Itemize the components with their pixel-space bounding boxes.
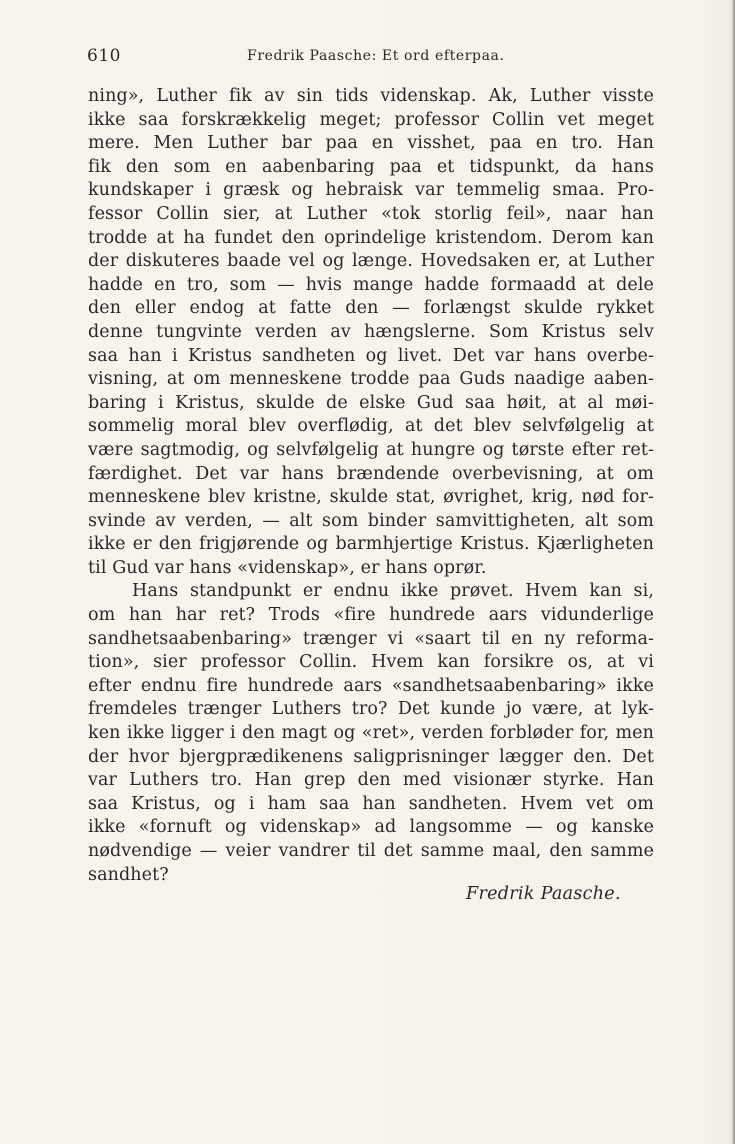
text-line: den eller endog at fatte den — forlængst skulde rykket [88, 298, 654, 319]
text-line: hadde en tro, som — hvis mange hadde formaadd at dele [88, 274, 654, 295]
text-line: Hans standpunkt er endnu ikke prøvet. Hvem kan si, [132, 581, 654, 602]
text-line: sandhetsaabenbaring» trænger vi «saart til en ny reforma- [88, 628, 654, 649]
text-line: saa han i Kristus sandheten og livet. Det var hans overbe- [88, 345, 654, 366]
text-line: til Gud var hans «videnskap», er hans oprør. [88, 557, 487, 578]
text-line: fik den som en aabenbaring paa et tidspunkt, da hans [88, 156, 654, 177]
text-line: ikke «fornuft og videnskap» ad langsomme — og kanske [88, 817, 654, 838]
text-line: om han har ret? Trods «fire hundrede aars vidunderlige [88, 605, 654, 626]
text-line: kundskaper i græsk og hebraisk var temmelig smaa. Pro- [88, 180, 654, 201]
author-signature: Fredrik Paasche. [466, 884, 621, 904]
page-header [87, 46, 657, 68]
text-line: trodde at ha fundet den oprindelige kristendom. Derom kan [88, 227, 654, 248]
text-line: efter endnu fire hundrede aars «sandhetsaabenbaring» ikke [88, 675, 654, 696]
text-line: være sagtmodig, og selvfølgelig at hungre og tørste efter ret- [88, 439, 654, 460]
page-number: 610 [87, 46, 121, 66]
text-line: baring i Kristus, skulde de elske Gud saa høit, at al møi- [88, 392, 654, 413]
text-line: saa Kristus, og i ham saa han sandheten. Hvem vet om [88, 793, 654, 814]
body-text [88, 85, 654, 887]
text-line: visning, at om menneskene trodde paa Guds naadige aaben- [88, 369, 654, 390]
text-line: ken ikke ligger i den magt og «ret», verden forbløder for, men [88, 723, 654, 744]
text-line: ning», Luther fik av sin tids videnskap. Ak, Luther visste [88, 86, 654, 106]
text-line: der diskuteres baade vel og længe. Hovedsaken er, at Luther [88, 251, 654, 272]
text-line: svinde av verden, — alt som binder samvittigheten, alt som [88, 510, 654, 531]
text-line: fessor Collin sier, at Luther «tok storlig feil», naar han [88, 203, 654, 224]
text-line: færdighet. Det var hans brændende overbevisning, at om [88, 463, 654, 484]
text-line: nødvendige — veier vandrer til det samme maal, den samme [88, 841, 654, 861]
text-line: menneskene blev kristne, skulde stat, øvrighet, krig, nød for- [88, 487, 654, 508]
text-line: denne tungvinte verden av hængslerne. Som Kristus selv [88, 321, 654, 342]
text-line: ikke er den frigjørende og barmhjertige Kristus. Kjærligheten [88, 534, 654, 555]
text-line: der hvor bjergprædikenens saligprisninger lægger den. Det [88, 746, 654, 767]
text-line: sommelig moral blev overflødig, at det blev selvfølgelig at [88, 416, 654, 437]
text-line: mere. Men Luther bar paa en visshet, paa en tro. Han [88, 133, 654, 154]
text-line: sandhet? [88, 864, 169, 885]
running-head: Fredrik Paasche: Et ord efterpaa. [247, 48, 505, 64]
text-line: fremdeles trænger Luthers tro? Det kunde jo være, at lyk- [88, 699, 654, 720]
text-line: tion», sier professor Collin. Hvem kan forsikre os, at vi [88, 652, 654, 673]
text-line: var Luthers tro. Han grep den med visionær styrke. Han [88, 770, 654, 791]
text-line: ikke saa forskrækkelig meget; professor Collin vet meget [88, 109, 654, 130]
page-edge [731, 0, 735, 1144]
